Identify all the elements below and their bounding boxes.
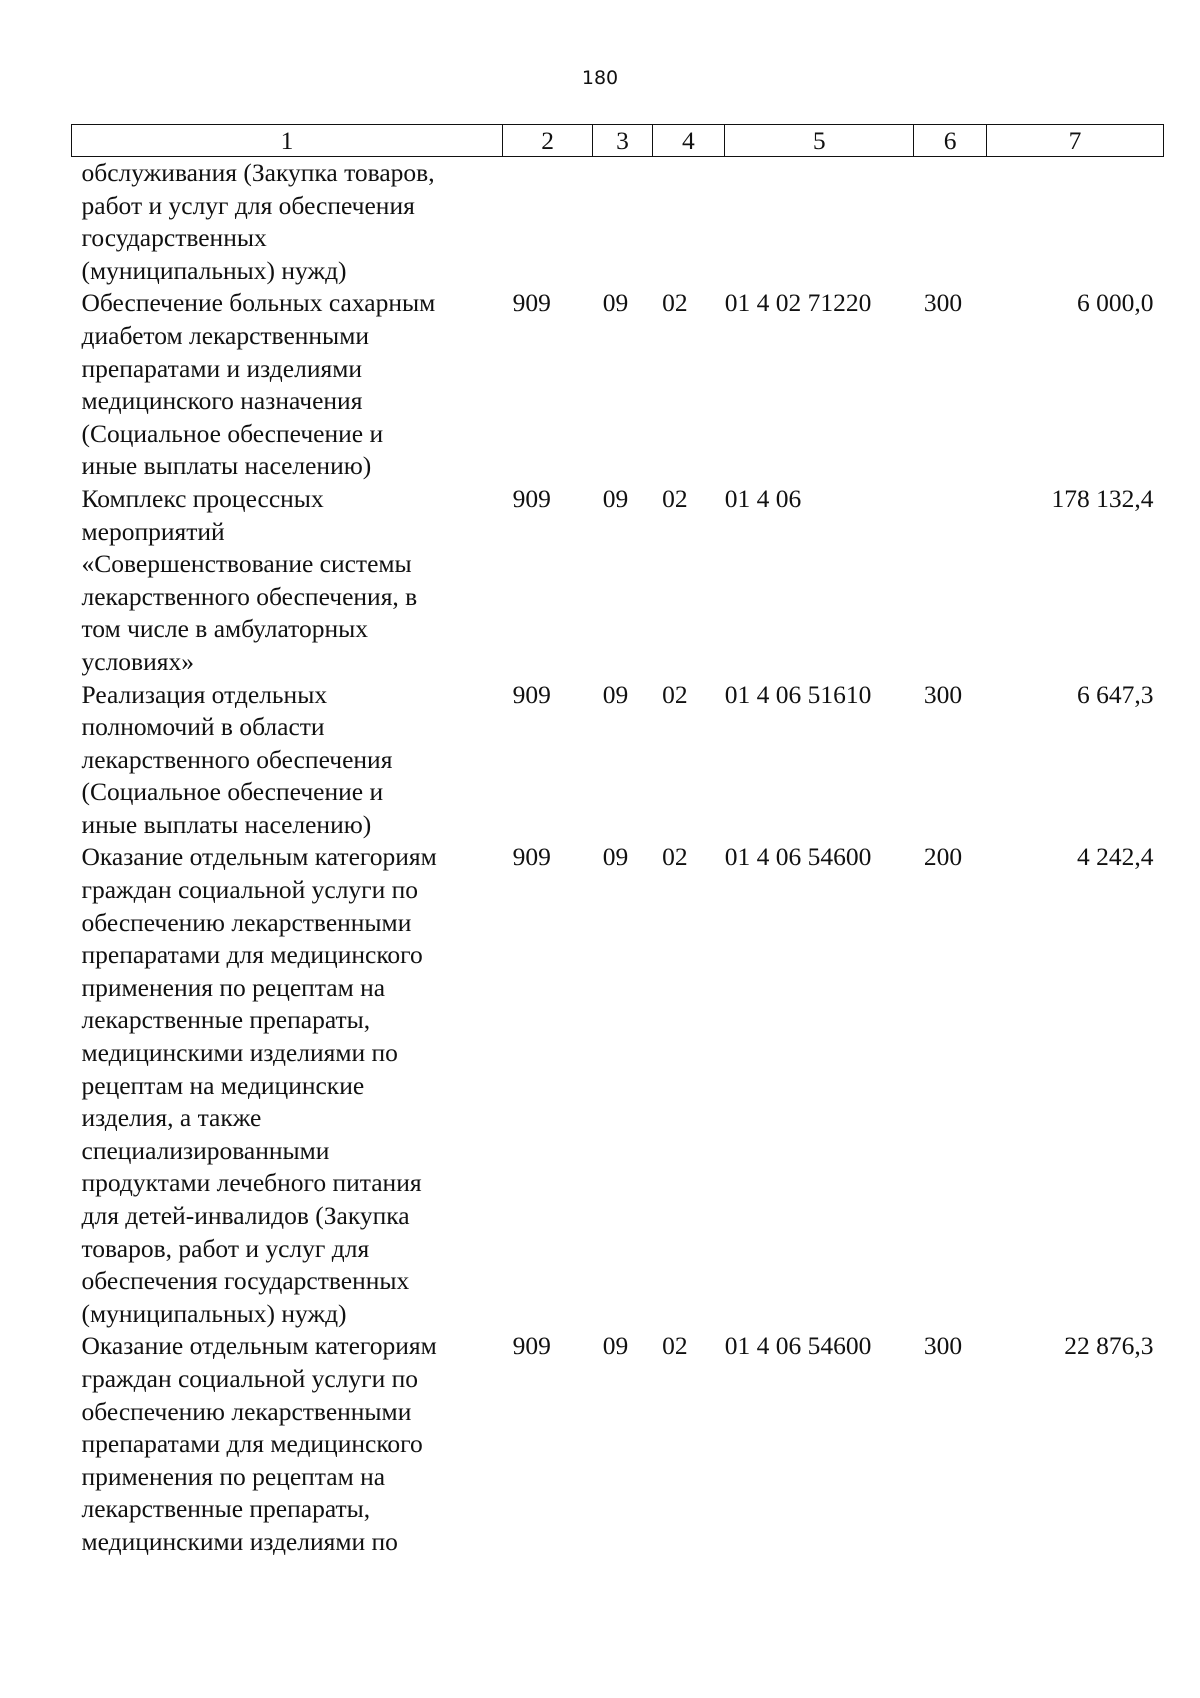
- amount-cell: 22 876,3: [1064, 1331, 1154, 1361]
- row-name-line: препаратами для медицинского: [81, 1429, 423, 1459]
- row-name-line: иные выплаты населению): [81, 809, 372, 839]
- row-name-line: для детей-инвалидов (Закупка: [81, 1201, 410, 1230]
- row-name-line: Комплекс процессных: [81, 483, 324, 513]
- row-name-cell: [72, 1330, 503, 1558]
- amount-cell: 178 132,4: [1051, 483, 1154, 513]
- row-name-line: обслуживания (Закупка товаров,: [81, 158, 435, 187]
- column-header-3: 3: [593, 125, 652, 157]
- row-name-line: мероприятий: [81, 516, 225, 546]
- row-name-cell: [72, 679, 503, 842]
- target-item-code-cell: 01 4 06 54600: [724, 842, 872, 872]
- target-item-code-cell: 01 4 06 54600: [724, 1331, 872, 1361]
- row-name-line: Оказание отдельным категориям: [81, 842, 437, 872]
- row-name-line: обеспечения государственных: [81, 1266, 410, 1296]
- column-header-4: 4: [652, 125, 725, 157]
- table-body: [72, 157, 1164, 1559]
- subsection-code-cell: [652, 157, 725, 288]
- row-name-line: (муниципальных) нужд): [81, 255, 347, 285]
- target-item-code-cell: 01 4 02 71220: [724, 288, 872, 318]
- row-name-line: препаратами для медицинского: [81, 940, 423, 970]
- row-name-line: обеспечению лекарственными: [81, 907, 412, 937]
- row-name-line: применения по рецептам на: [81, 1461, 386, 1491]
- amount-cell: [986, 157, 1163, 288]
- expense-type-cell: 300: [923, 679, 963, 709]
- subsection-code-cell: 02: [662, 842, 688, 872]
- row-name-line: медицинского назначения: [81, 386, 363, 416]
- row-name-line: лекарственного обеспечения, в: [81, 581, 418, 611]
- admin-code-cell: 909: [512, 288, 551, 318]
- subsection-code-cell: 02: [662, 1331, 688, 1361]
- admin-code-cell: 909: [512, 842, 551, 872]
- row-name-line: применения по рецептам на: [81, 972, 386, 1002]
- row-name-line: диабетом лекарственными: [81, 320, 369, 350]
- amount-cell: 6 000,0: [1077, 288, 1154, 318]
- target-item-code-cell: [725, 157, 914, 288]
- row-name-line: продуктами лечебного питания: [81, 1168, 422, 1198]
- row-name-line: том числе в амбулаторных: [81, 614, 369, 644]
- expense-type-cell: [914, 483, 987, 679]
- row-name-line: Оказание отдельным категориям: [81, 1331, 437, 1361]
- row-name-cell: [72, 841, 503, 1330]
- row-name-line: товаров, работ и услуг для: [81, 1233, 370, 1263]
- expense-type-cell: 200: [923, 842, 963, 872]
- row-name-line: Обеспечение больных сахарным: [81, 288, 436, 318]
- column-header-6: 6: [914, 125, 987, 157]
- section-code-cell: 09: [602, 842, 629, 872]
- section-code-cell: 09: [602, 288, 629, 318]
- row-name-line: обеспечению лекарственными: [81, 1396, 412, 1426]
- table-row: [72, 287, 1164, 483]
- row-name-line: Реализация отдельных: [81, 679, 328, 709]
- row-name-cell: [72, 157, 503, 288]
- amount-cell: 4 242,4: [1077, 842, 1154, 872]
- expense-type-cell: 300: [923, 288, 963, 318]
- row-name-line: государственных: [81, 223, 267, 253]
- header-row: [72, 125, 1164, 157]
- row-name-line: (Социальное обеспечение и: [81, 777, 384, 807]
- table-row: [72, 157, 1164, 288]
- section-code-cell: 09: [602, 1331, 629, 1361]
- admin-code-cell: [503, 157, 593, 288]
- row-name-line: лекарственного обеспечения: [81, 744, 393, 774]
- table-row: [72, 1330, 1164, 1558]
- column-header-5: 5: [725, 125, 914, 157]
- row-name-line: рецептам на медицинские: [81, 1070, 365, 1100]
- section-code-cell: 09: [602, 483, 629, 513]
- table-row: [72, 841, 1164, 1330]
- row-name-line: изделия, а также: [81, 1103, 262, 1133]
- target-item-code-cell: 01 4 06 51610: [724, 679, 872, 709]
- row-name-line: лекарственные препараты,: [81, 1005, 371, 1035]
- expense-type-cell: 300: [923, 1331, 963, 1361]
- row-name-line: (муниципальных) нужд): [81, 1298, 347, 1328]
- expense-type-cell: [914, 157, 987, 288]
- section-code-cell: [593, 157, 652, 288]
- row-name-line: граждан социальной услуги по: [81, 875, 419, 905]
- target-item-code-cell: 01 4 06: [724, 483, 802, 513]
- table-row: [72, 483, 1164, 679]
- row-name-line: медицинскими изделиями по: [81, 1526, 398, 1556]
- budget-table: [71, 124, 1164, 1559]
- page-number: 180: [581, 67, 619, 89]
- row-name-line: (Социальное обеспечение и: [81, 418, 384, 448]
- row-name-line: медицинскими изделиями по: [81, 1038, 398, 1068]
- section-code-cell: 09: [602, 679, 629, 709]
- amount-cell: 6 647,3: [1077, 679, 1154, 709]
- row-name-cell: [72, 287, 503, 483]
- row-name-line: специализированными: [81, 1135, 330, 1165]
- admin-code-cell: 909: [512, 679, 551, 709]
- row-name-line: граждан социальной услуги по: [81, 1363, 419, 1393]
- row-name-line: работ и услуг для обеспечения: [81, 190, 415, 220]
- admin-code-cell: 909: [512, 483, 551, 513]
- row-name-line: условиях»: [81, 646, 194, 676]
- row-name-line: препаратами и изделиями: [81, 353, 362, 383]
- column-header-7: 7: [986, 125, 1163, 157]
- table-row: [72, 679, 1164, 842]
- row-name-line: иные выплаты населению): [81, 451, 372, 481]
- subsection-code-cell: 02: [662, 679, 688, 709]
- row-name-line: лекарственные препараты,: [81, 1494, 371, 1524]
- admin-code-cell: 909: [512, 1331, 551, 1361]
- row-name-cell: [72, 483, 503, 679]
- subsection-code-cell: 02: [662, 483, 688, 513]
- subsection-code-cell: 02: [662, 288, 688, 318]
- column-header-2: 2: [503, 125, 593, 157]
- row-name-line: «Совершенствование системы: [81, 549, 412, 579]
- row-name-line: полномочий в области: [81, 712, 325, 742]
- column-header-1: 1: [72, 125, 503, 157]
